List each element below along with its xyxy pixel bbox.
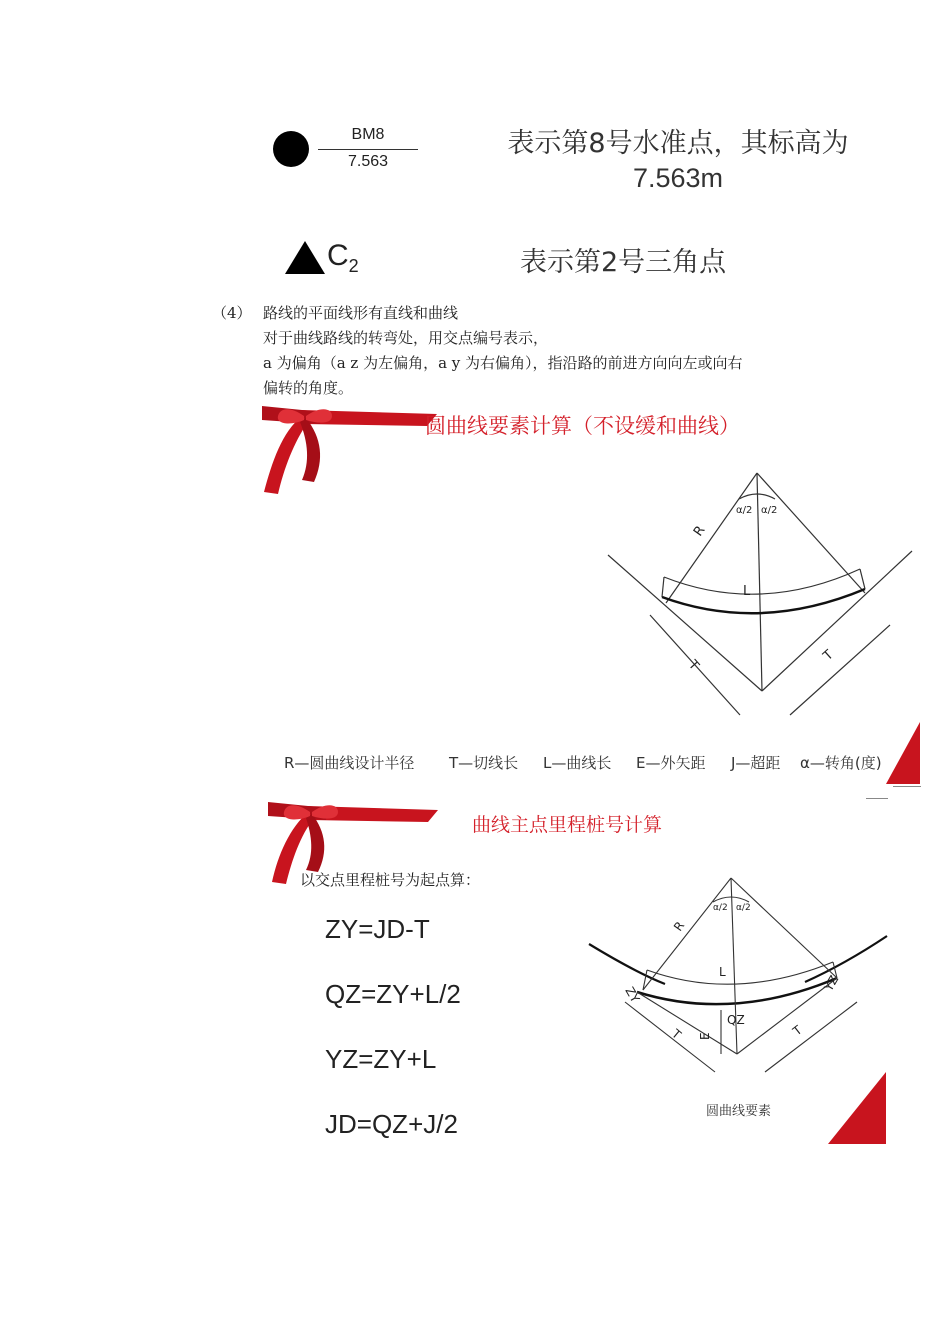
- paragraph-line3: a 为偏角（a z 为左偏角，a y 为右偏角），指沿路的前进方向向左或向右: [263, 354, 743, 372]
- formula-yz: YZ=ZY+L: [325, 1044, 437, 1074]
- half-angle-left-label-2: α/2: [713, 903, 728, 913]
- legend-l: L—曲线长: [543, 754, 612, 772]
- half-angle-right-label-2: α/2: [736, 903, 751, 913]
- triangulation-label: [327, 239, 359, 277]
- benchmark-code: BM8: [351, 126, 385, 143]
- benchmark-description-line1: 表示第8号水准点，其标高为: [507, 128, 849, 159]
- benchmark-description: [468, 126, 888, 196]
- half-angle-left-label: α/2: [736, 505, 753, 516]
- legend-r: R—圆曲线设计半径: [284, 754, 415, 772]
- tangent-label-right: T: [820, 647, 837, 664]
- triangulation-letter: C: [327, 239, 349, 272]
- legend-e: E—外矢距: [636, 754, 706, 772]
- section1-title: 圆曲线要素计算（不设缓和曲线）: [425, 414, 740, 438]
- ribbon-decoration: [262, 402, 442, 497]
- curve-length-label-2: L: [719, 965, 726, 979]
- radius-label: R: [690, 523, 709, 540]
- tangent-label-right-2: T: [790, 1022, 805, 1039]
- half-angle-right-label: α/2: [761, 505, 778, 516]
- paragraph-line2: 对于曲线路线的转弯处，用交点编号表示，: [263, 329, 549, 347]
- triangulation-subscript: 2: [348, 256, 359, 276]
- circular-curve-diagram: [600, 465, 920, 735]
- benchmark-description-line2: 7.563m: [632, 163, 724, 193]
- legend-j: J—超距: [731, 754, 781, 772]
- paragraph-line1: 路线的平面线形有直线和曲线: [263, 304, 459, 322]
- formula-jd: JD=QZ+J/2: [325, 1109, 458, 1139]
- zy-label: ZY: [622, 984, 643, 1005]
- formula-qz: QZ=ZY+L/2: [325, 979, 461, 1009]
- section2-title: 曲线主点里程桩号计算: [472, 814, 663, 836]
- benchmark-symbol: [273, 131, 309, 167]
- formula-zy: ZY=JD-T: [325, 914, 430, 944]
- divider-mark-left: [866, 798, 888, 799]
- qz-label: QZ: [727, 1013, 745, 1027]
- benchmark-divider: [318, 149, 418, 150]
- ribbon-corner-2: [828, 1072, 886, 1144]
- paragraph-line4: 偏转的角度。: [263, 379, 354, 397]
- tangent-label-left: T: [685, 657, 702, 674]
- triangulation-description: 表示第2号三角点: [520, 247, 727, 278]
- section2-subhead: 以交点里程桩号为起点算：: [300, 871, 481, 889]
- radius-label-2: R: [670, 918, 688, 934]
- triangle-symbol: [285, 241, 325, 274]
- curve-length-label: L: [743, 584, 751, 599]
- tangent-label-left-2: T: [669, 1026, 684, 1043]
- yz-label: YZ: [821, 973, 842, 994]
- diagram-caption: 圆曲线要素: [706, 1104, 772, 1119]
- ribbon-corner: [886, 722, 920, 784]
- divider-mark-right: [893, 786, 921, 787]
- external-distance-label: E: [698, 1032, 712, 1040]
- paragraph-number: （4）: [212, 304, 252, 322]
- benchmark-elevation: 7.563: [347, 153, 389, 170]
- legend-t: T—切线长: [449, 754, 519, 772]
- main-points-diagram: [585, 872, 890, 1082]
- legend-alpha: α—转角(度): [800, 754, 882, 772]
